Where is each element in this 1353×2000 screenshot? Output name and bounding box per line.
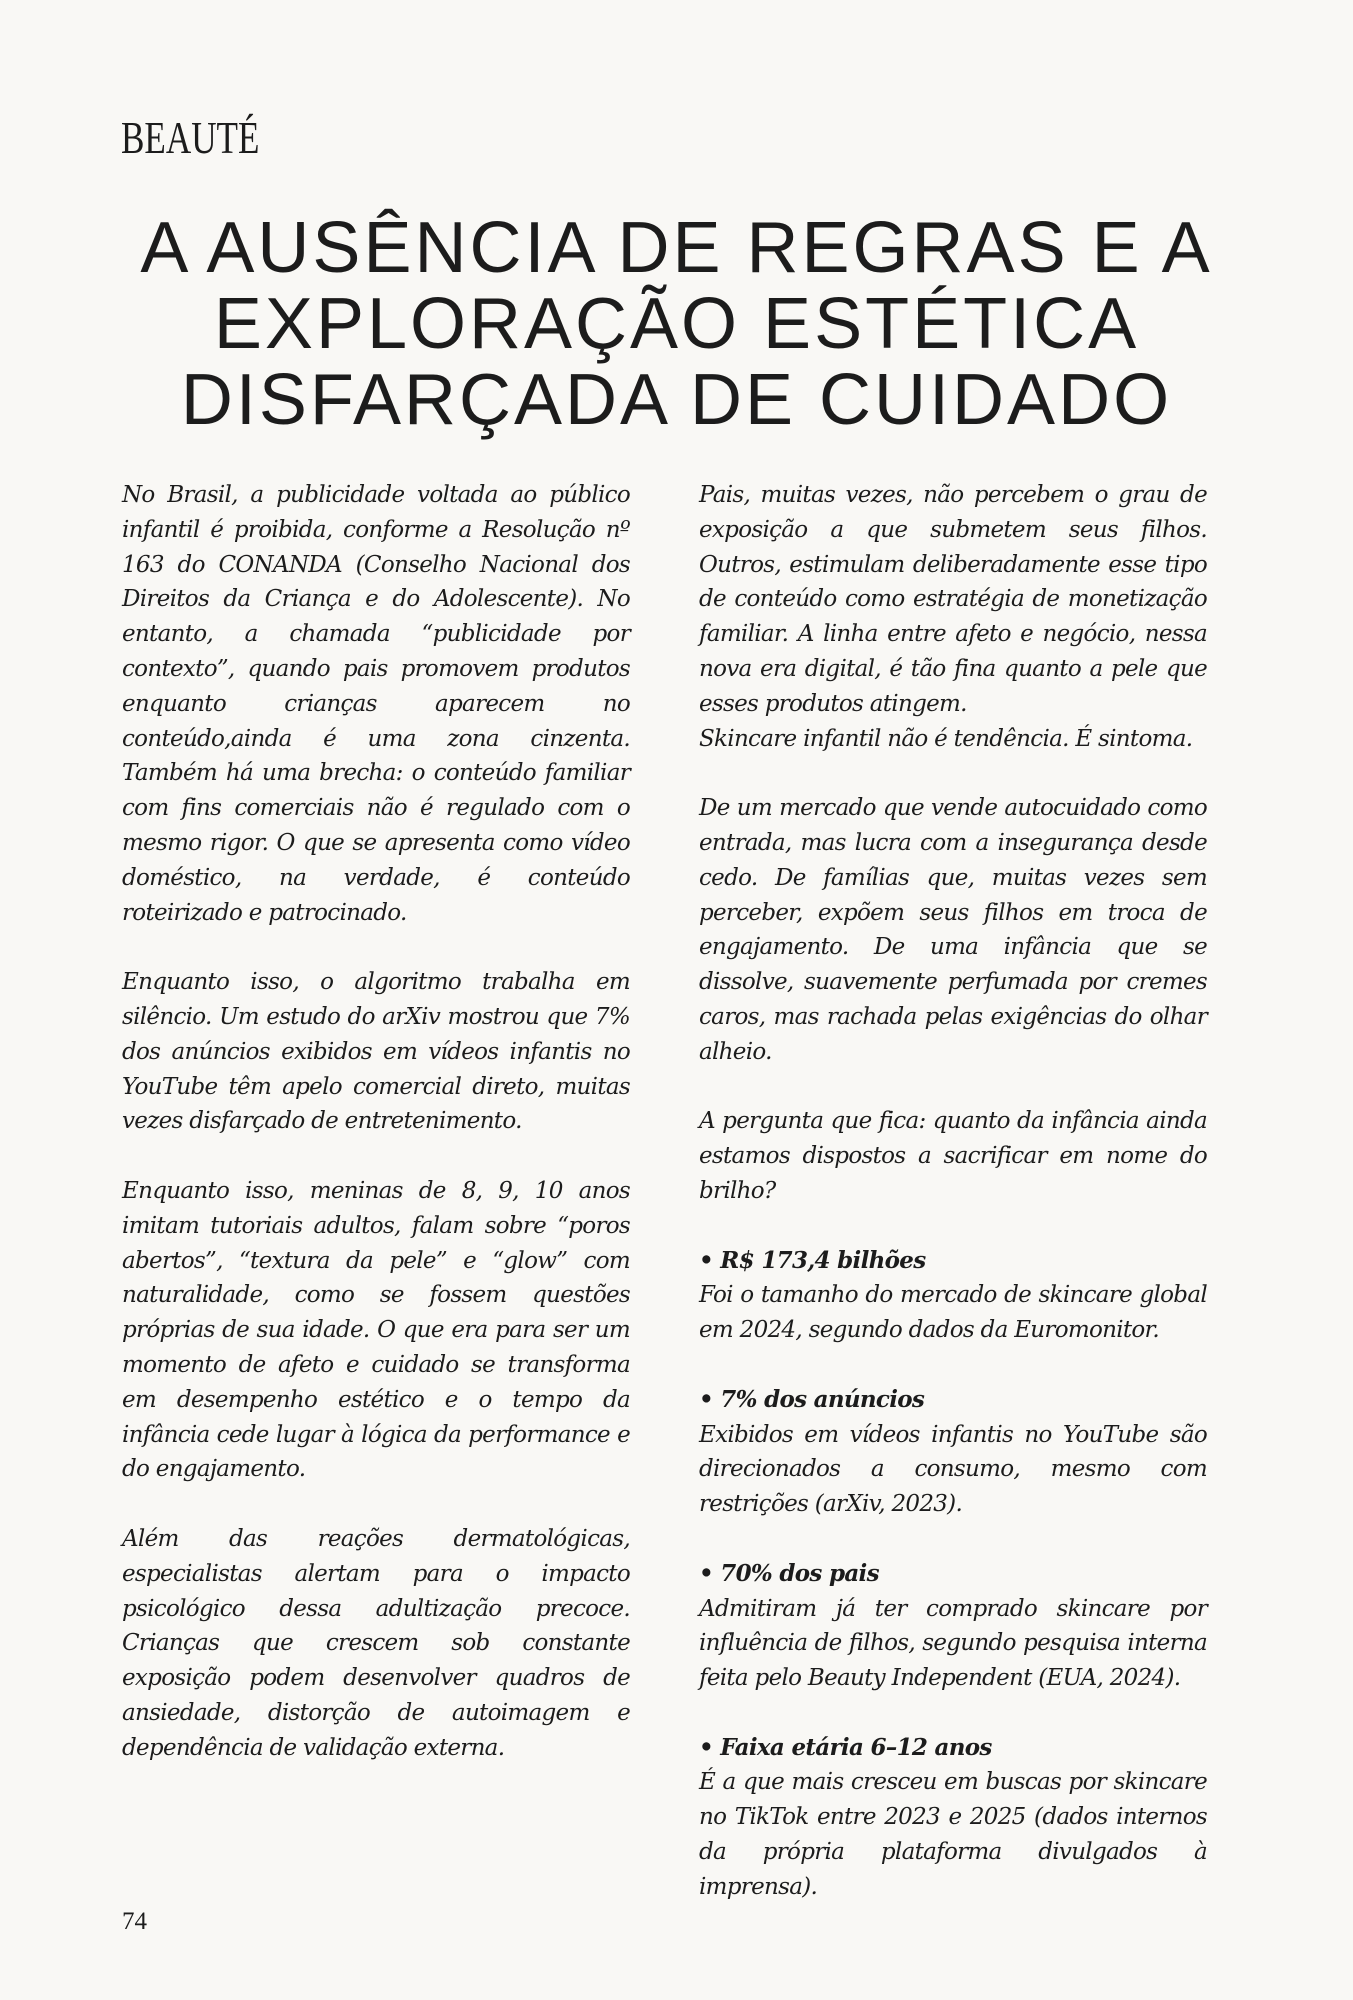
page-number: 74 — [122, 1908, 147, 1935]
paragraph: A pergunta que fica: quanto da infância ainda estamos dispostos a sacrificar em nome do brilho? — [699, 1108, 1207, 1204]
stat-heading: • R$ 173,4 bilhões — [699, 1246, 926, 1274]
title-line: DISFARÇADA DE CUIDADO — [180, 360, 1173, 440]
right-column — [699, 478, 1207, 1939]
paragraph: Além das reações dermatológicas, especialistas alertam para o impacto psicológico dessa adultização precoce. Crianças que crescem sob constante exposição podem desenvolver quadros de ansiedade, distorção de autoimagem e dependência de validação externa. — [122, 1525, 630, 1761]
title-line: A AUSÊNCIA DE REGRAS E A — [140, 208, 1213, 288]
title-line: EXPLORAÇÃO ESTÉTICA — [213, 284, 1140, 364]
stat-heading: • 70% dos pais — [699, 1559, 879, 1587]
left-column — [122, 478, 630, 1800]
section-label: BEAUTÉ — [121, 113, 260, 163]
stat-body: Exibidos em vídeos infantis no YouTube são direcionados a consumo, mesmo com restrições (arXiv, 2023). — [699, 1421, 1207, 1518]
paragraph: Enquanto isso, meninas de 8, 9, 10 anos imitam tutoriais adultos, falam sobre “poros abertos”, “textura da pele” e “glow” com naturalidade, como se fossem questões próprias de sua idade. O que era para ser um momento de afeto e cuidado se transforma em desempenho estético e o tempo da infância cede lugar à lógica da performance e do engajamento. — [122, 1177, 630, 1483]
paragraph: Skincare infantil não é tendência. É sintoma. — [699, 725, 1193, 752]
paragraph: Enquanto isso, o algoritmo trabalha em silêncio. Um estudo do arXiv mostrou que 7% dos anúncios exibidos em vídeos infantis no YouTube têm apelo comercial direto, muitas vezes disfarçado de entretenimento. — [122, 969, 630, 1135]
paragraph: Pais, muitas vezes, não percebem o grau de exposição a que submetem seus filhos. Outros, estimulam deliberadamente esse tipo de conteúdo como estratégia de monetização familiar. A linha entre afeto e negócio, nessa nova era digital, é tão fina quanto a pele que esses produtos atingem. — [699, 482, 1207, 717]
stat-body: Foi o tamanho do mercado de skincare global em 2024, segundo dados da Euromonitor. — [699, 1282, 1207, 1344]
stat-body: Admitiram já ter comprado skincare por influência de filhos, segundo pesquisa interna feita pelo Beauty Independent (EUA, 2024). — [699, 1595, 1207, 1692]
article-title — [0, 210, 1353, 438]
stat-heading: • 7% dos anúncios — [699, 1385, 925, 1413]
stat-body: É a que mais cresceu em buscas por skincare no TikTok entre 2023 e 2025 (dados internos da própria plataforma divulgados à imprensa). — [699, 1769, 1207, 1900]
stat-heading: • Faixa etária 6–12 anos — [699, 1733, 992, 1761]
paragraph: No Brasil, a publicidade voltada ao público infantil é proibida, conforme a Resolução nº 163 do CONANDA (Conselho Nacional dos Direitos da Criança e do Adolescente). No entanto, a chamada “publicidade por contexto”, quando pais promovem produtos enquanto crianças aparecem no conteúdo,ainda é uma zona cinzenta. Também há uma brecha: o conteúdo familiar com fins comerciais não é regulado com o mesmo rigor. O que se apresenta como vídeo doméstico, na verdade, é conteúdo roteirizado e patrocinado. — [122, 482, 630, 926]
stats-list — [699, 1244, 1207, 1905]
paragraph: De um mercado que vende autocuidado como entrada, mas lucra com a insegurança desde cedo. De famílias que, muitas vezes sem perceber, expõem seus filhos em troca de engajamento. De uma infância que se dissolve, suavemente perfumada por cremes caros, mas rachada pelas exigências do olhar alheio. — [699, 795, 1207, 1065]
